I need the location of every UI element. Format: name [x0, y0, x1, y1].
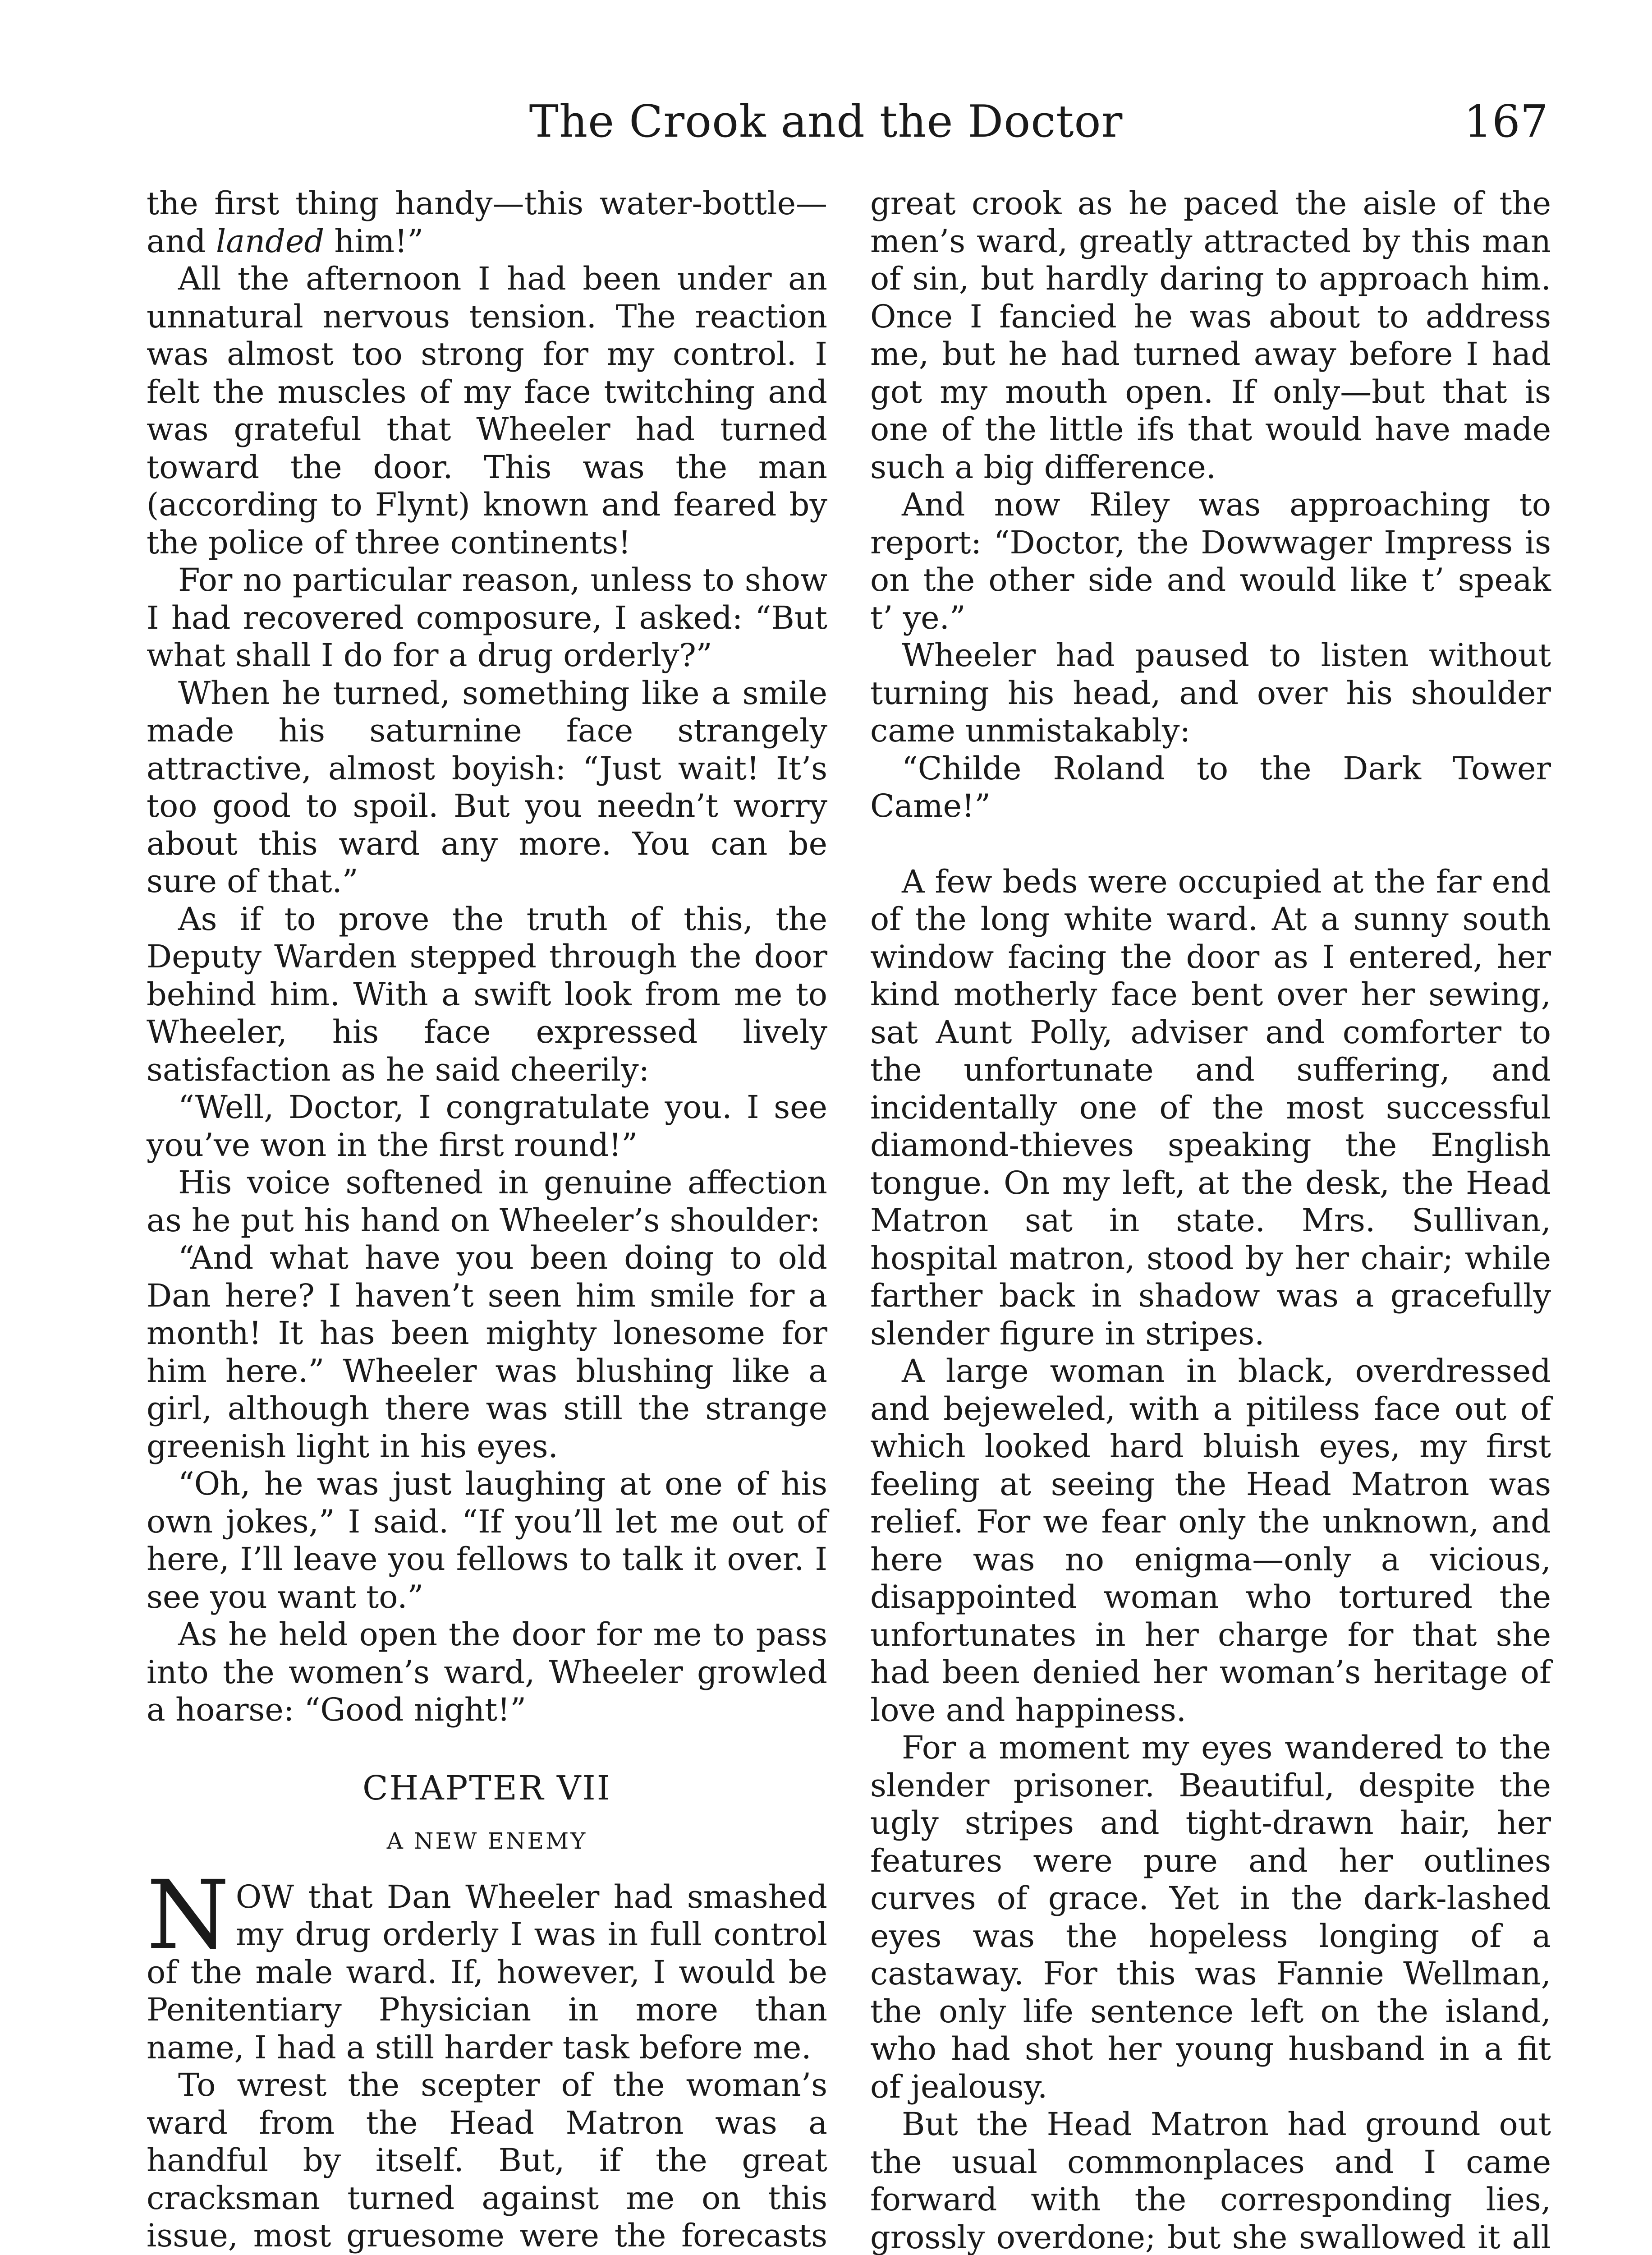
paragraph: When he turned, something like a smile made his saturnine face strangely attractive, almost boyish: “Just wait! It’s too good to spoil. But you needn’t worry about this ward any more. You can be sure of that.”	[147, 674, 827, 900]
paragraph: A few beds were occupied at the far end of the long white ward. At a sunny south window facing the door as I entered, her kind motherly face bent over her sewing, sat Aunt Polly, adviser and comforter to the unfortunate and suffering, and incidentally one of the most successful diamond-thieves speaking the English tongue. On my left, at the desk, the Head Matron sat in state. Mrs. Sullivan, hospital matron, stood by her chair; while farther back in shadow was a gracefully slender figure in stripes.	[870, 863, 1551, 1352]
paragraph: And now Riley was approaching to report: “Doctor, the Dowwager Impress is on the other side and would like t’ speak t’ ye.”	[870, 486, 1551, 636]
drop-cap: N	[147, 1859, 229, 1970]
paragraph: For no particular reason, unless to show I had recovered composure, I asked: “But what shall I do for a drug orderly?”	[147, 561, 827, 674]
chapter-opening-paragraph	[147, 1859, 827, 2067]
paragraph: “And what have you been doing to old Dan here? I haven’t seen him smile for a month! It has been mighty lonesome for him here.” Wheeler was blushing like a girl, although there was still the strange greenish light in his eyes.	[147, 1239, 827, 1465]
emphasis: landed	[216, 222, 325, 260]
paragraph: “Childe Roland to the Dark Tower Came!”	[870, 750, 1551, 824]
paragraph: the first thing handy—this water-bottle—and landed him!”	[147, 185, 827, 260]
paragraph-text: OW that Dan Wheeler had smashed my drug orderly I was in full control of the male ward. If, however, I would be Penitentiary Physician in more than name, I had a still harder task before me.	[147, 1878, 827, 2066]
paragraph: For a moment my eyes wandered to the slender prisoner. Beautiful, despite the ugly stripes and tight-drawn hair, her features were pure and her outlines curves of grace. Yet in the dark-lashed eyes was the hopeless longing of a castaway. For this was Fannie Wellman, the only life sentence left on the island, who had shot her young husband in a fit of jealousy.	[870, 1729, 1551, 2105]
paragraph: As if to prove the truth of this, the Deputy Warden stepped through the door behind him. With a swift look from me to Wheeler, his face expressed lively satisfaction as he said cheerily:	[147, 900, 827, 1088]
chapter-subtitle: A NEW ENEMY	[386, 1828, 587, 1854]
paragraph: But the Head Matron had ground out the usual commonplaces and I came forward with the corresponding lies, grossly overdone; but she swallowed it all	[870, 2106, 1551, 2255]
running-title: The Crook and the Doctor	[529, 96, 1123, 147]
right-column	[870, 185, 1551, 2255]
paragraph: “Well, Doctor, I congratulate you. I see you’ve won in the first round!”	[147, 1089, 827, 1164]
paragraph: great crook as he paced the aisle of the men’s ward, greatly attracted by this man of sin, but hardly daring to approach him. Once I fancied he was about to address me, but he had turned away before I had got my mouth open. If only—but that is one of the little ifs that would have made such a big difference.	[870, 185, 1551, 486]
paragraph: As he held open the door for me to pass into the women’s ward, Wheeler growled a hoarse: “Good night!”	[147, 1616, 827, 1728]
paragraph: All the afternoon I had been under an unnatural nervous tension. The reaction was almost too strong for my control. I felt the muscles of my face twitching and was grateful that Wheeler had turned toward the door. This was the man (according to Flynt) known and feared by the police of three continents!	[147, 260, 827, 561]
page-number: 167	[1464, 96, 1548, 147]
paragraph: “Oh, he was just laughing at one of his own jokes,” I said. “If you’ll let me out of here, I’ll leave you fellows to talk it over. I see you want to.”	[147, 1465, 827, 1615]
paragraph: A large woman in black, overdressed and bejeweled, with a pitiless face out of which looked hard bluish eyes, my first feeling at seeing the Head Matron was relief. For we fear only the unknown, and here was no enigma—only a vicious, disappointed woman who tortured the unfortunates in her charge for that she had been denied her woman’s heritage of love and happiness.	[870, 1353, 1551, 1729]
paragraph: To wrest the scepter of the woman’s ward from the Head Matron was a handful by itself. But, if the great cracksman turned against me on this issue, most gruesome were the forecasts	[147, 2066, 827, 2254]
paragraph: His voice softened in genuine affection as he put his hand on Wheeler’s shoulder:	[147, 1164, 827, 1239]
paragraph: Wheeler had paused to listen without turning his head, and over his shoulder came unmistakably:	[870, 637, 1551, 749]
chapter-title: CHAPTER VII	[363, 1768, 611, 1808]
left-column	[147, 185, 827, 2255]
